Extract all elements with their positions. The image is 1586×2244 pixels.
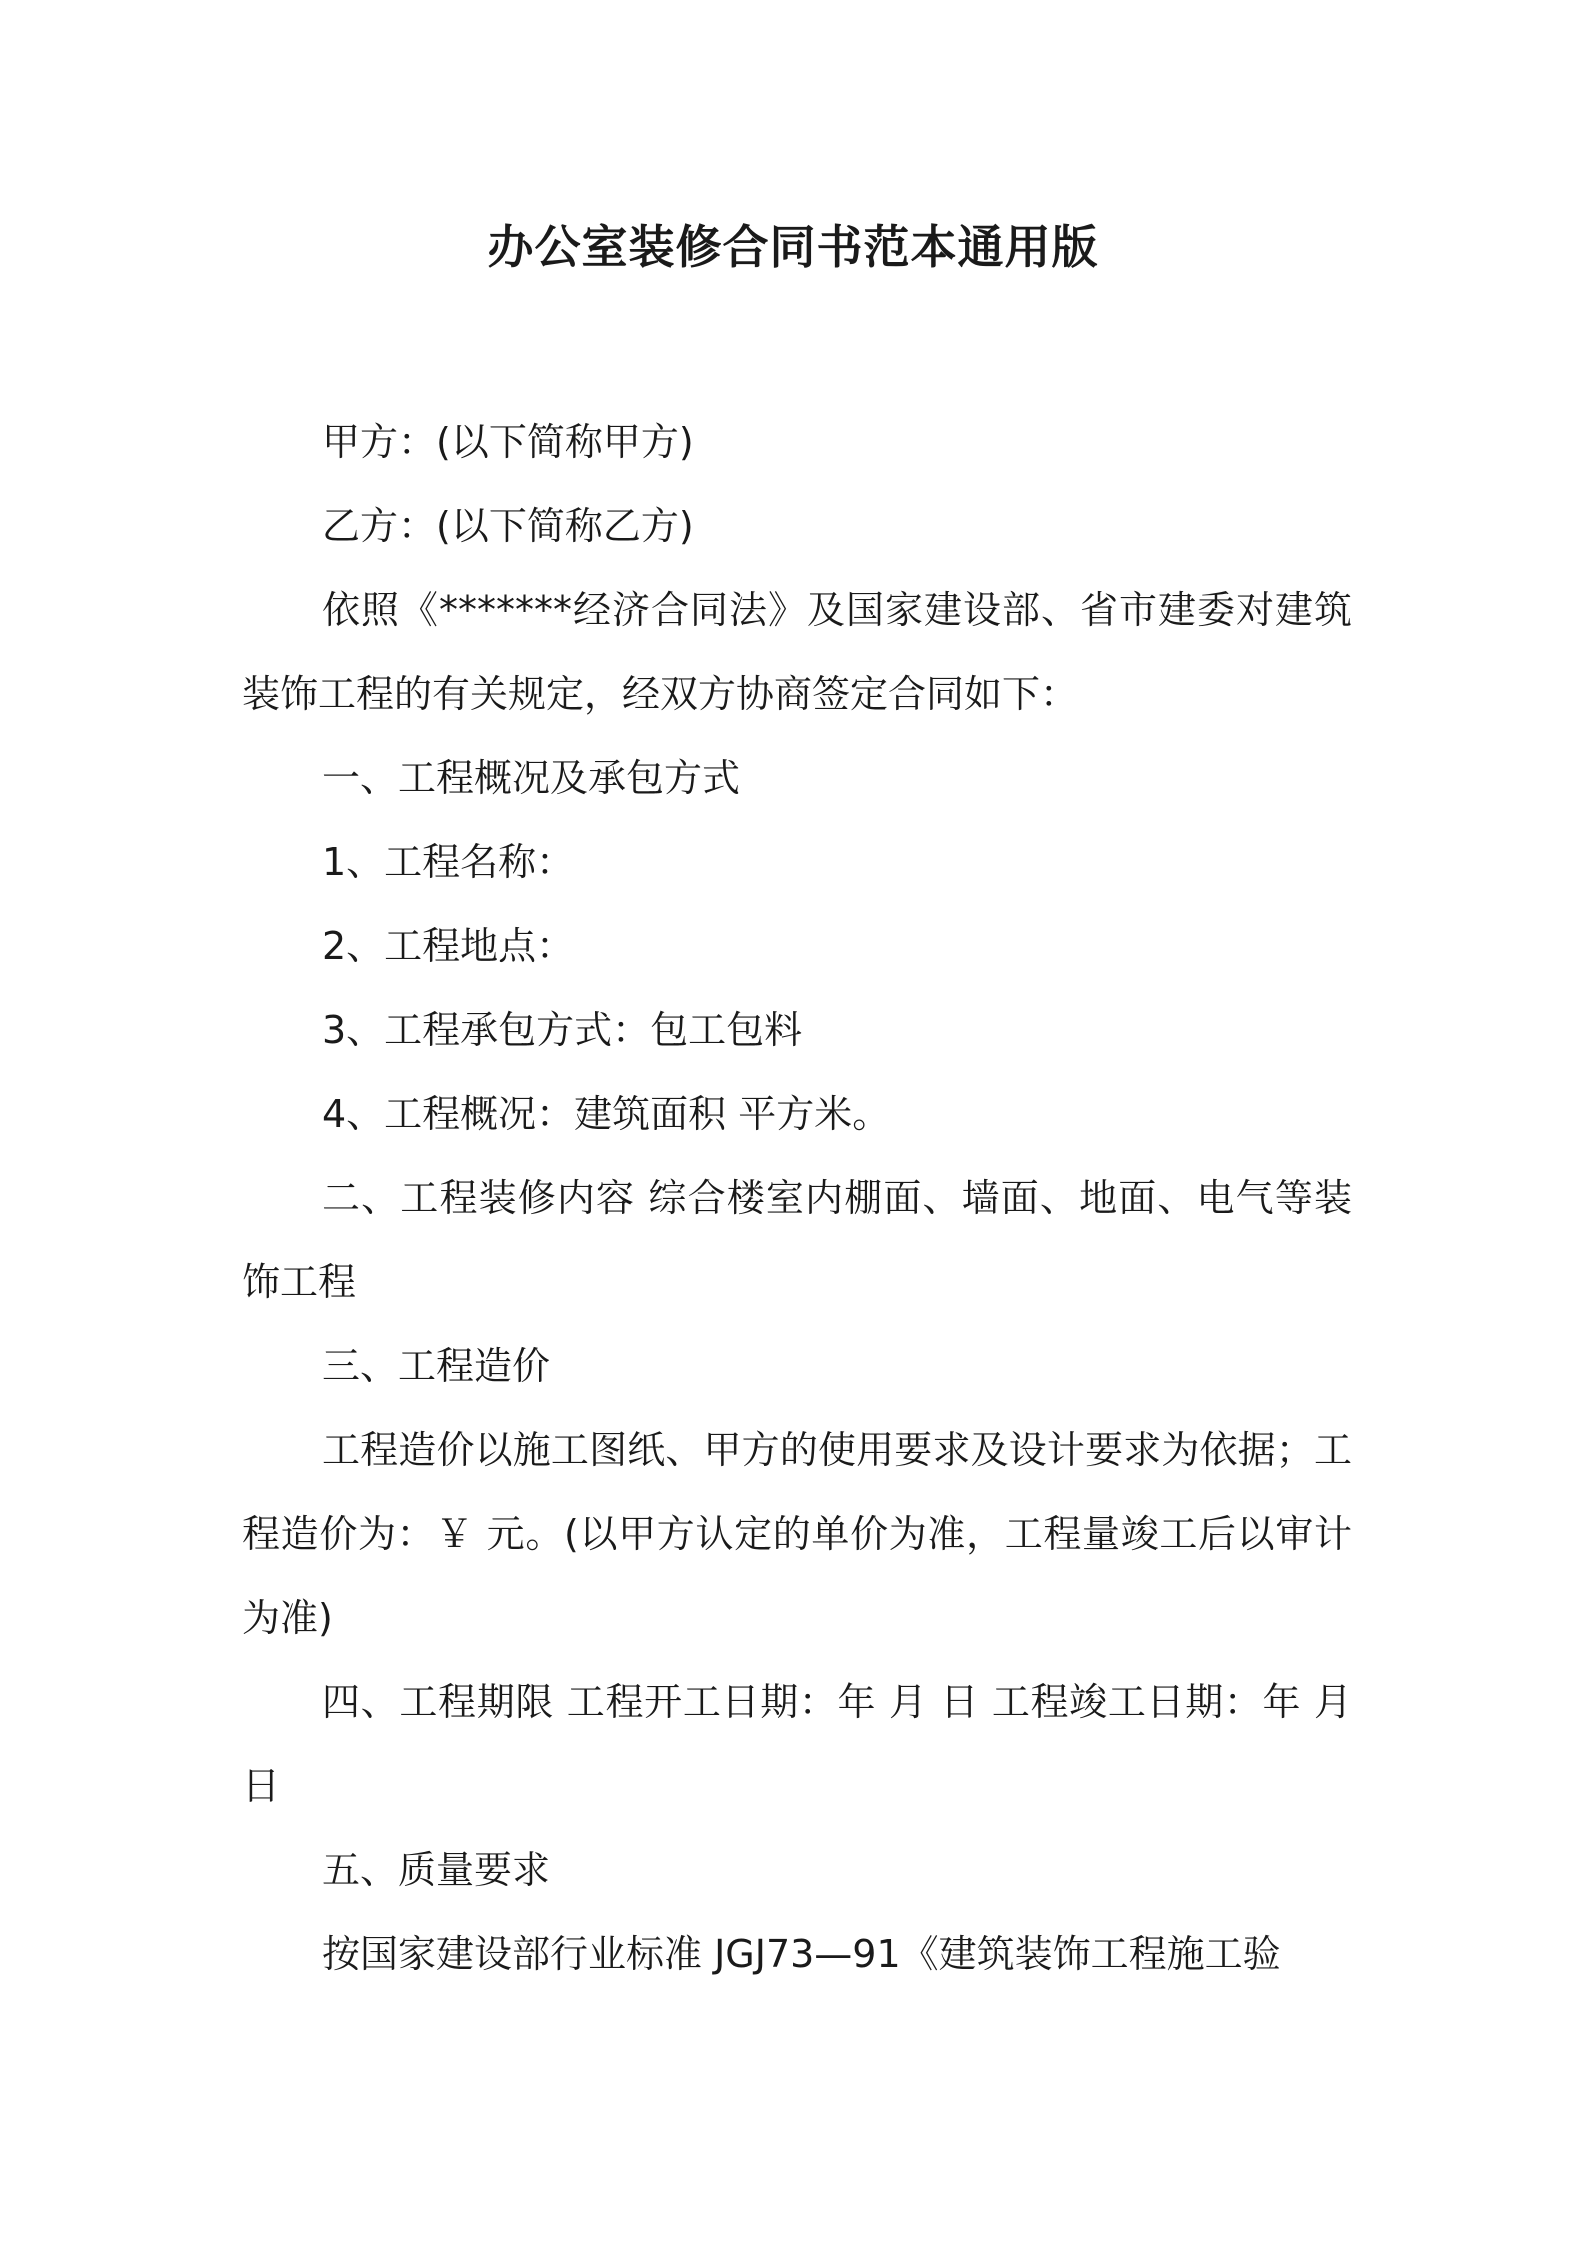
section-heading-3: 三、工程造价 (322, 1344, 551, 1388)
contract-method-line: 3、工程承包方式：包工包料 (322, 1008, 803, 1052)
section-heading-4: 四、工程期限 工程开工日期：年 月 日 工程竣工日期：年 月 日 (242, 1680, 1352, 1808)
project-location-line: 2、工程地点： (322, 924, 575, 968)
section-heading-1: 一、工程概况及承包方式 (322, 756, 741, 800)
section-heading-5: 五、质量要求 (322, 1848, 551, 1892)
section-heading-2: 二、工程装修内容 综合楼室内棚面、墙面、地面、电气等装饰工程 (242, 1176, 1352, 1304)
party-a-line: 甲方：(以下简称甲方) (322, 420, 694, 464)
party-b-line: 乙方：(以下简称乙方) (322, 504, 694, 548)
quality-standard-paragraph: 按国家建设部行业标准 JGJ73—91《建筑装饰工程施工验 (322, 1932, 1281, 1976)
document-title: 办公室装修合同书范本通用版 (487, 220, 1099, 274)
cost-paragraph: 工程造价以施工图纸、甲方的使用要求及设计要求为依据；工程造价为：￥ 元。(以甲方认定的单价为准，工程量竣工后以审计为准) (242, 1428, 1352, 1640)
preamble-paragraph: 依照《*******经济合同法》及国家建设部、省市建委对建筑装饰工程的有关规定，经双方协商签定合同如下： (242, 588, 1352, 716)
project-overview-line: 4、工程概况：建筑面积 平方米。 (322, 1092, 891, 1136)
project-name-line: 1、工程名称： (322, 840, 575, 884)
document-body (242, 400, 1352, 1996)
